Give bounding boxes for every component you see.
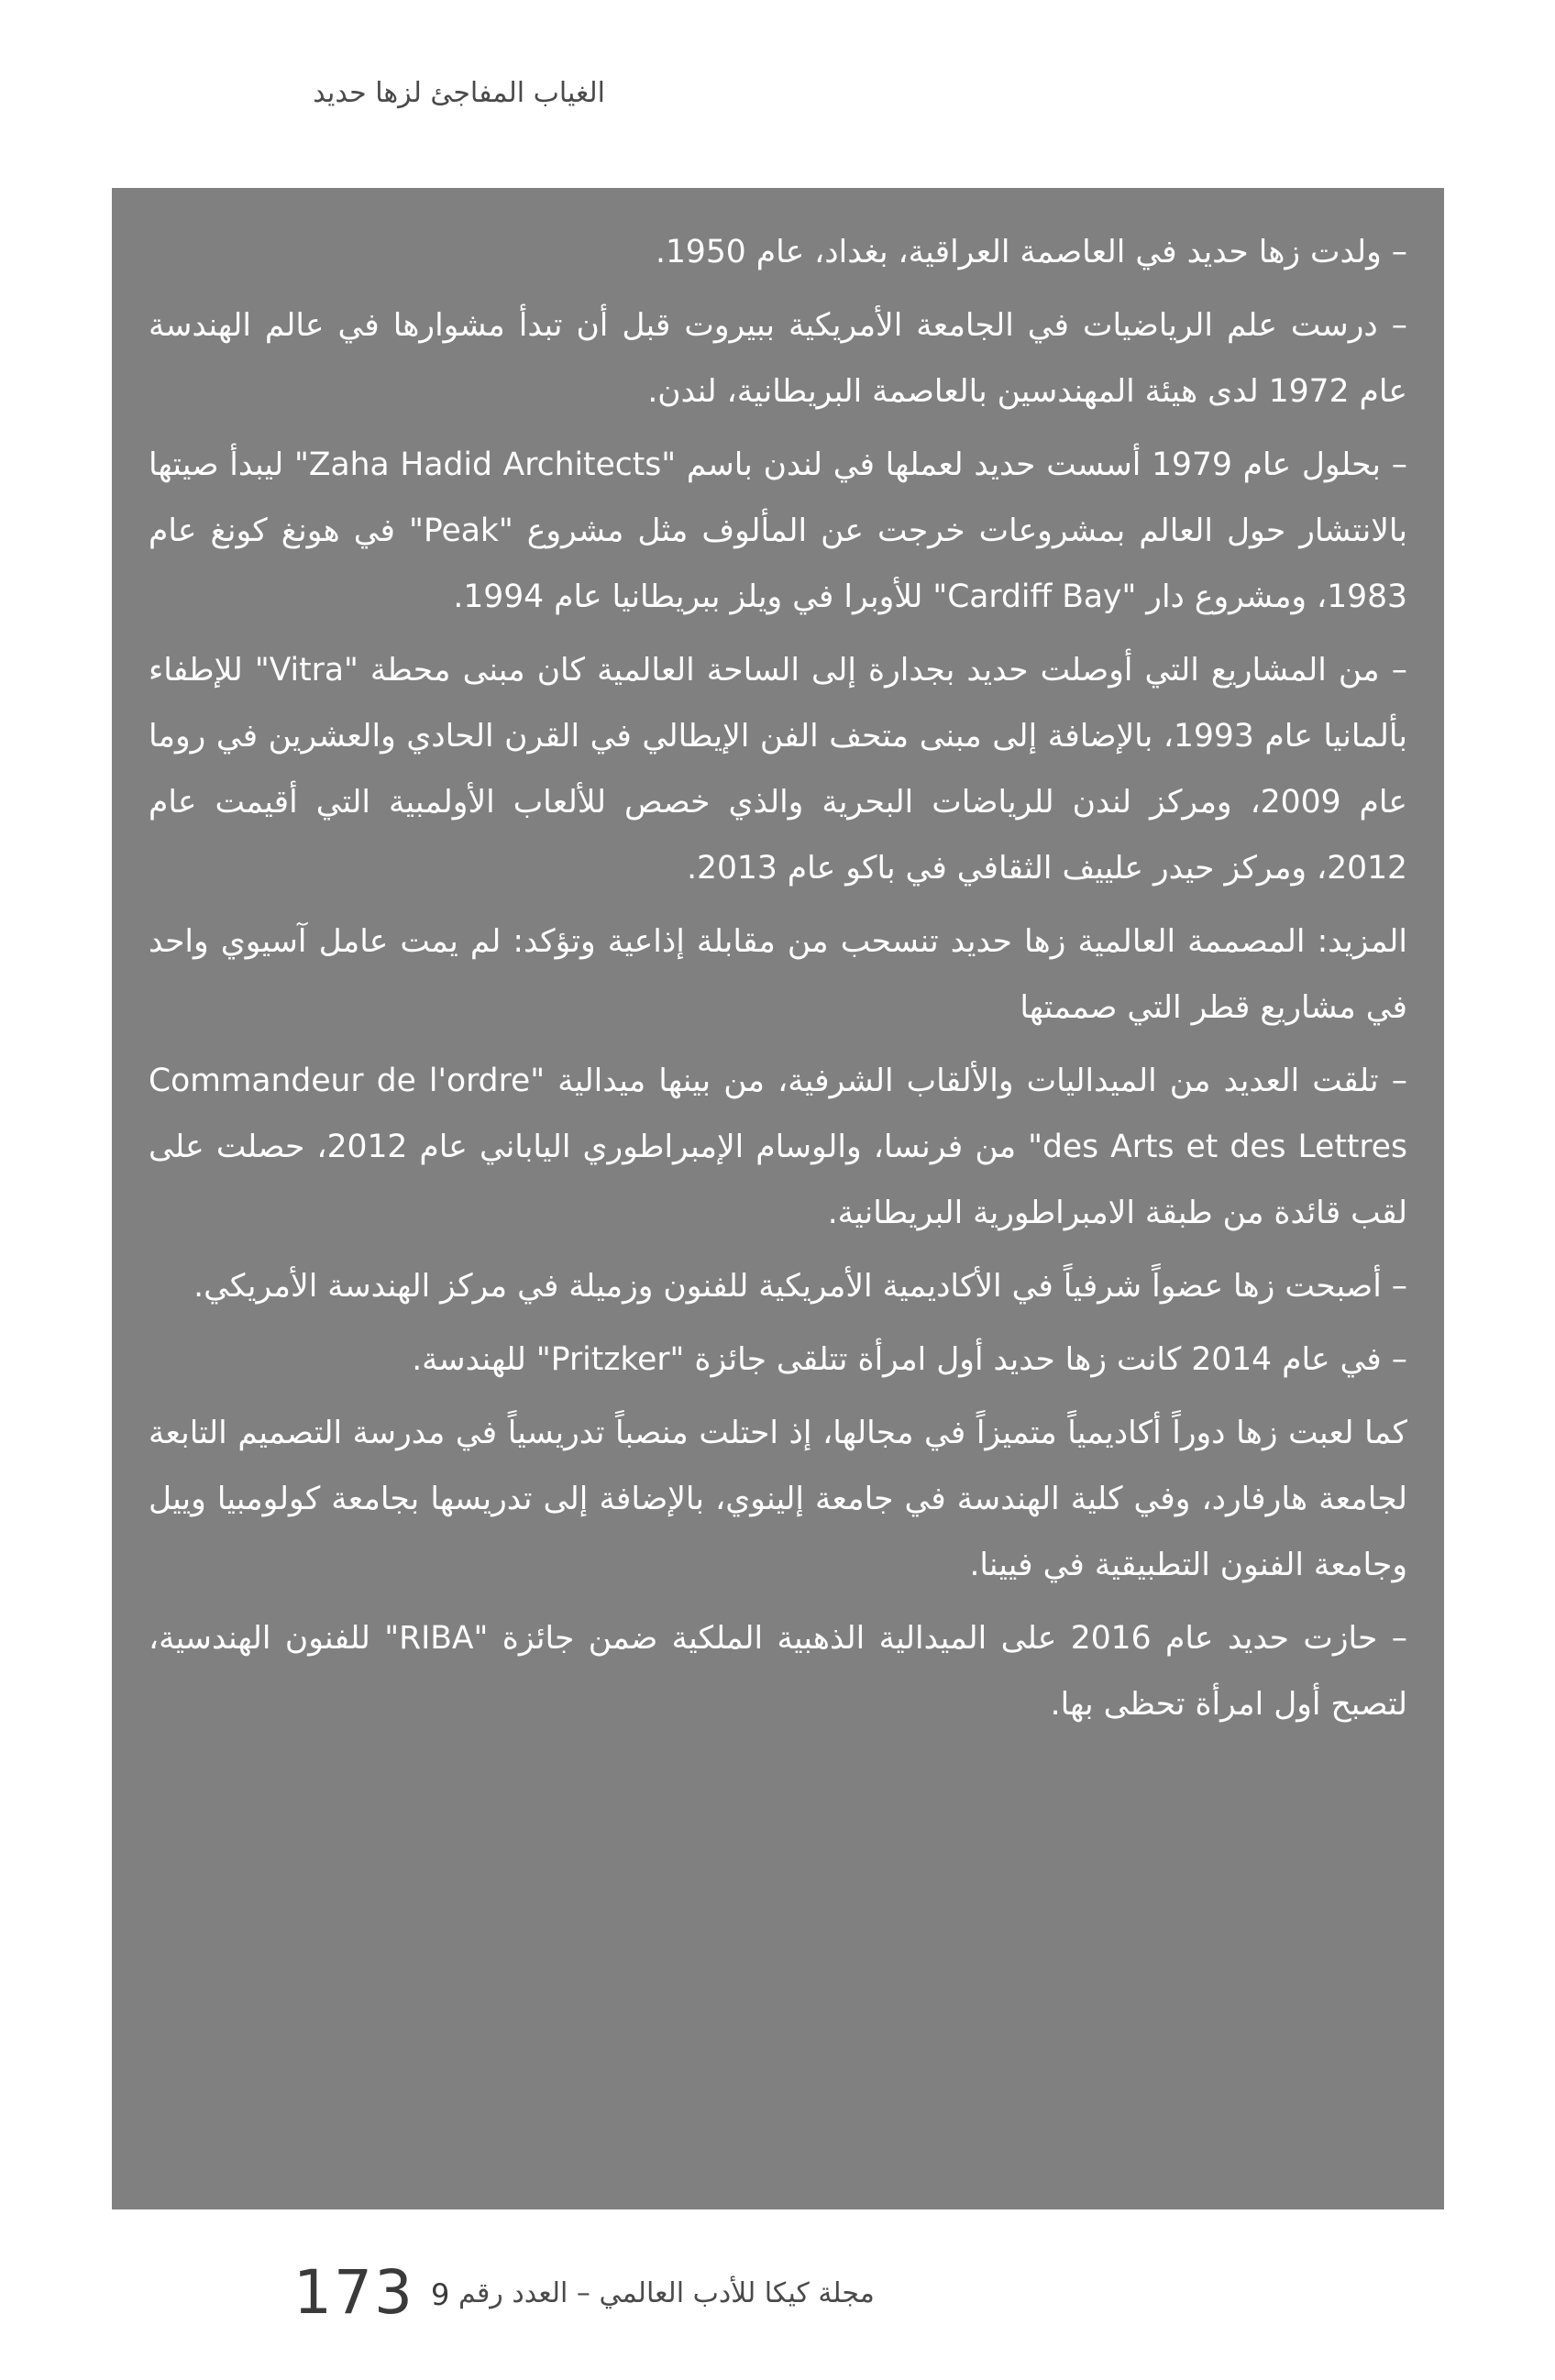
paragraph-birth: – ولدت زها حديد في العاصمة العراقية، بغداد، عام 1950. bbox=[655, 234, 1407, 270]
running-header: الغياب المفاجئ لزها حديد bbox=[313, 77, 605, 109]
paragraph-medals: – تلقت العديد من الميداليات والألقاب الشرفية، من بينها ميدالية "Commandeur de l'ordre des Arts et des Lettres" من فرنسا، والوسام الإمبراطوري الياباني عام 2012، حصلت على لقب قائدة من طبقة الامبراطورية البريطانية. bbox=[149, 1063, 1407, 1231]
paragraph-academy: – أصبحت زها عضواً شرفياً في الأكاديمية الأمريكية للفنون وزميلة في مركز الهندسة الأمريكي. bbox=[193, 1268, 1407, 1305]
issue-number: 9 bbox=[431, 2277, 450, 2312]
paragraph-founding: – بحلول عام 1979 أسست حديد لعملها في لندن باسم "Zaha Hadid Architects" ليبدأ صيتها بالانتشار حول العالم بمشروعات خرجت عن المألوف مثل مشروع "Peak" في هونغ كونغ عام 1983، ومشروع دار "Cardiff Bay" للأوبرا في ويلز ببريطانيا عام 1994. bbox=[149, 446, 1407, 615]
page-number: 173 bbox=[293, 2257, 414, 2328]
paragraph-riba: – حازت حديد عام 2016 على الميدالية الذهبية الملكية ضمن جائزة "RIBA" للفنون الهندسية، لتصبح أول امرأة تحظى بها. bbox=[149, 1620, 1408, 1723]
paragraph-more: المزيد: المصممة العالمية زها حديد تنسحب من مقابلة إذاعية وتؤكد: لم يمت عامل آسيوي واحد في مشاريع قطر التي صممتها bbox=[149, 923, 1407, 1026]
paragraph-pritzker: – في عام 2014 كانت زها حديد أول امرأة تتلقى جائزة "Pritzker" للهندسة. bbox=[412, 1341, 1407, 1378]
paragraph-education: – درست علم الرياضيات في الجامعة الأمريكية ببيروت قبل أن تبدأ مشوارها في عالم الهندسة عام 1972 لدى هيئة المهندسين بالعاصمة البريطانية، لندن. bbox=[149, 307, 1407, 410]
article-text-panel bbox=[112, 188, 1444, 2209]
page-footer bbox=[293, 2257, 972, 2330]
paragraph-projects: – من المشاريع التي أوصلت حديد بجدارة إلى الساحة العالمية كان مبنى محطة "Vitra" للإطفاء بألمانيا عام 1993، بالإضافة إلى مبنى متحف الفن الإيطالي في القرن الحادي والعشرين في روما عام 2009، ومركز لندن للرياضات البحرية والذي خصص للألعاب الأولمبية التي أقيمت عام 2012، ومركز حيدر علييف الثقافي في باكو عام 2013. bbox=[149, 652, 1407, 887]
paragraph-teaching: كما لعبت زها دوراً أكاديمياً متميزاً في مجالها، إذ احتلت منصباً تدريسياً في مدرسة التصميم التابعة لجامعة هارفارد، وفي كلية الهندسة في جامعة إلينوي، بالإضافة إلى تدريسها بجامعة كولومبيا وييل وجامعة الفنون التطبيقية في فيينا. bbox=[149, 1415, 1407, 1583]
journal-title: مجلة كيكا للأدب العالمي – العدد رقم bbox=[458, 2277, 875, 2309]
